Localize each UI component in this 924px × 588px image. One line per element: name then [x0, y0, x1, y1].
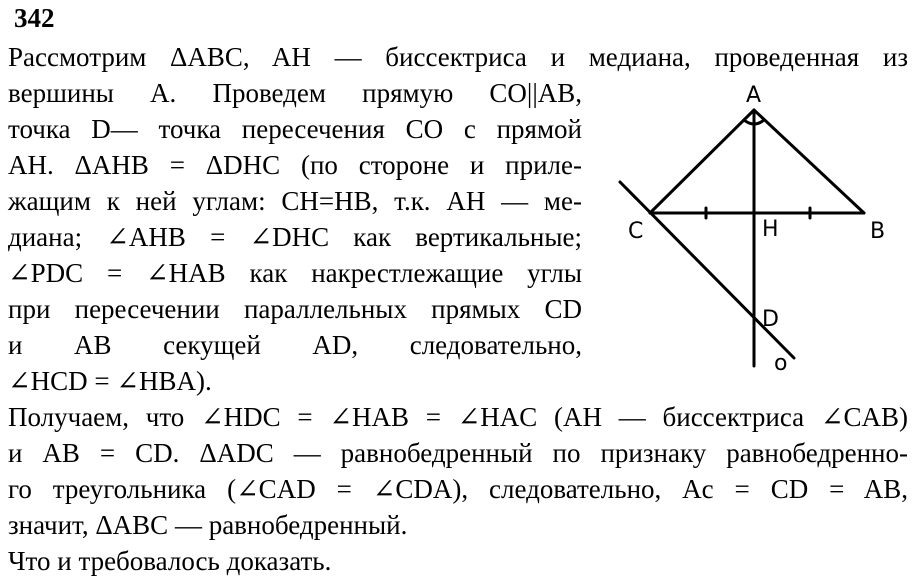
segment-AC: [650, 110, 754, 213]
text-line-9: и AB секущей AD, следовательно,: [8, 330, 582, 360]
text-line-14: значит, ΔABC — равнобедренный.: [8, 510, 408, 540]
text-line-10: ∠HCD = ∠HBA).: [8, 366, 212, 396]
label-A: A: [746, 83, 762, 108]
text-line-15: Что и требовалось доказать.: [8, 546, 332, 576]
text-line-12: и AB = CD. ΔADC — равнобедренный по признаку равнобедренно-: [8, 438, 908, 468]
text-line-5: жащим к ней углам: CH=HB, т.к. AH — ме-: [8, 186, 582, 216]
label-O: o: [774, 351, 788, 376]
text-line-7: ∠PDC = ∠HAB как накрестлежащие углы: [8, 258, 582, 288]
text-line-6: диана; ∠AHB = ∠DHC как вертикальные;: [8, 222, 582, 252]
text-line-8: при пересечении параллельных прямых CD: [8, 294, 582, 324]
segment-AB: [754, 110, 864, 213]
problem-number: 342: [14, 3, 55, 33]
text-line-4: AH. ΔAHB = ΔDHC (по стороне и приле-: [8, 150, 582, 180]
text-line-3: точка D— точка пересечения CO с прямой: [8, 114, 582, 144]
geometry-figure: [600, 72, 900, 392]
label-H: H: [762, 217, 779, 242]
text-line-11: Получаем, что ∠HDC = ∠HAB = ∠HAC (AH — биссектриса ∠CAB): [8, 402, 908, 432]
label-B: B: [870, 219, 886, 244]
text-line-2: вершины A. Проведем прямую CO||AB,: [8, 78, 582, 108]
label-D: D: [762, 307, 779, 332]
text-line-13: го треугольника (∠CAD = ∠CDA), следовательно, Ac = CD = AB,: [8, 474, 908, 504]
text-line-1: Рассмотрим ΔABC, AH — биссектриса и медиана, проведенная из: [8, 42, 908, 72]
label-C: C: [628, 219, 644, 244]
